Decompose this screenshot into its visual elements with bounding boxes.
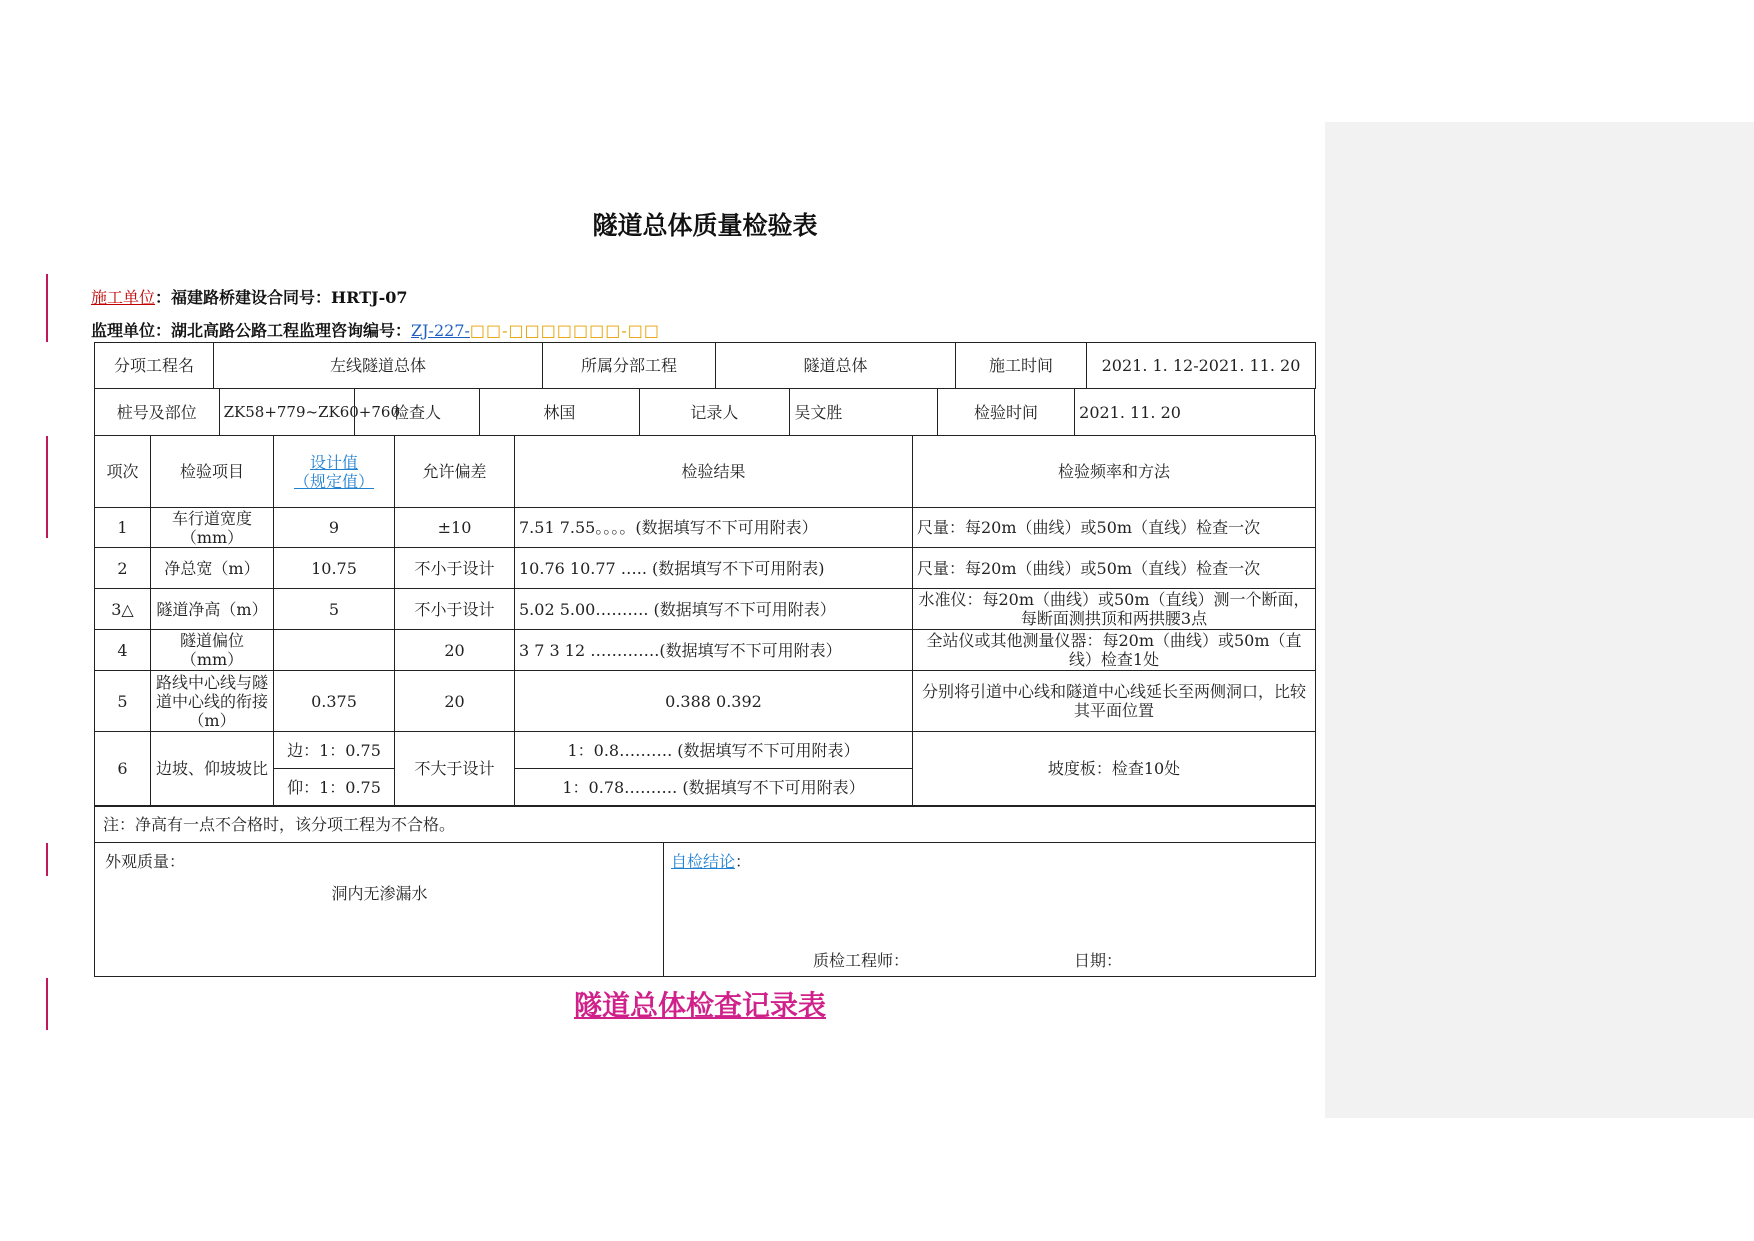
row-result: 10.76 10.77 ….. (数据填写不下可用附表) xyxy=(515,548,913,589)
row-result-side: 1：0.8………. (数据填写不下可用附表） xyxy=(515,732,913,769)
table-header-row xyxy=(95,436,1316,508)
construction-time-label: 施工时间 xyxy=(956,343,1087,389)
change-bar xyxy=(46,436,48,538)
appearance-value: 洞内无渗漏水 xyxy=(331,884,428,903)
table-row xyxy=(95,548,1316,589)
document-title: 隧道总体质量检验表 xyxy=(592,211,818,240)
supervisor-text: 监理单位：湖北高路公路工程监理咨询编号： xyxy=(91,321,412,340)
table-row xyxy=(95,630,1316,671)
comment-markup-pane xyxy=(1325,122,1754,1118)
supervisor-line xyxy=(91,318,660,341)
row-method: 尺量：每20m（曲线）或50m（直线）检查一次 xyxy=(913,548,1316,589)
inspector-label: 检查人 xyxy=(354,389,480,436)
division-value: 隧道总体 xyxy=(716,343,956,389)
row-no: 2 xyxy=(95,548,151,589)
design-value-link[interactable]: 设计值 xyxy=(309,452,358,472)
specified-value-link[interactable]: （规定值） xyxy=(293,471,374,491)
col-design xyxy=(274,436,395,508)
row-tolerance: 20 xyxy=(395,671,515,732)
row-design-side: 边：1：0.75 xyxy=(274,732,395,769)
info-table-row2 xyxy=(94,388,1315,436)
bottom-table xyxy=(94,806,1316,977)
row-design xyxy=(274,630,395,671)
sub-project-label: 分项工程名 xyxy=(95,343,214,389)
row-design: 5 xyxy=(274,589,395,630)
row-tolerance: 20 xyxy=(395,630,515,671)
row-item: 隧道净高（m） xyxy=(151,589,274,630)
row-no: 4 xyxy=(95,630,151,671)
inspection-table xyxy=(94,435,1316,806)
appearance-label: 外观质量： xyxy=(105,852,186,871)
appearance-cell xyxy=(95,843,664,977)
row-method: 全站仪或其他测量仪器：每20m（曲线）或50m（直线）检查1处 xyxy=(913,630,1316,671)
table-row xyxy=(95,589,1316,630)
info-table xyxy=(94,342,1316,389)
row-method: 尺量：每20m（曲线）或50m（直线）检查一次 xyxy=(913,508,1316,548)
row-item: 车行道宽度（mm） xyxy=(151,508,274,548)
row-no: 5 xyxy=(95,671,151,732)
col-method: 检验频率和方法 xyxy=(913,436,1316,508)
inspection-time-value: 2021. 11. 20 xyxy=(1075,389,1315,436)
row-no: 6 xyxy=(95,732,151,806)
row-method: 水准仪：每20m（曲线）或50m（直线）测一个断面，每断面测拱顶和两拱腰3点 xyxy=(913,589,1316,630)
conclusion-label-wrap xyxy=(671,852,751,871)
inspector-value: 林国 xyxy=(480,389,639,436)
col-no: 项次 xyxy=(95,436,151,508)
row-tolerance: 不小于设计 xyxy=(395,589,515,630)
conclusion-cell xyxy=(664,843,1316,977)
row-result: 0.388 0.392 xyxy=(515,671,913,732)
serial-number: ZJ-227- xyxy=(411,321,470,340)
table-row xyxy=(95,508,1316,548)
construction-time-value: 2021. 1. 12-2021. 11. 20 xyxy=(1087,343,1316,389)
date-label: 日期： xyxy=(1074,951,1123,970)
inspection-time-label: 检验时间 xyxy=(937,389,1074,436)
row-item: 路线中心线与隧道中心线的衔接（m） xyxy=(151,671,274,732)
row-result: 7.51 7.55。。。。(数据填写不下可用附表） xyxy=(515,508,913,548)
row-result: 5.02 5.00………. (数据填写不下可用附表） xyxy=(515,589,913,630)
contractor-label: 施工单位 xyxy=(91,288,156,307)
col-item: 检验项目 xyxy=(151,436,274,508)
table-row xyxy=(95,671,1316,732)
engineer-label: 质检工程师： xyxy=(813,951,910,970)
row-item: 隧道偏位（mm） xyxy=(151,630,274,671)
row-tolerance: ±10 xyxy=(395,508,515,548)
row-tolerance: 不大于设计 xyxy=(395,732,515,806)
contractor-line xyxy=(91,285,408,308)
station-label: 桩号及部位 xyxy=(95,389,220,436)
division-label: 所属分部工程 xyxy=(543,343,716,389)
row-tolerance: 不小于设计 xyxy=(395,548,515,589)
row-method: 坡度板：检查10处 xyxy=(913,732,1316,806)
contractor-value: ：福建路桥建设合同号：HRTJ-07 xyxy=(155,288,408,307)
conclusion-link[interactable]: 自检结论 xyxy=(671,852,736,871)
recorder-label: 记录人 xyxy=(639,389,790,436)
change-bar xyxy=(46,274,48,342)
row-design-face: 仰：1：0.75 xyxy=(274,769,395,806)
row-design: 9 xyxy=(274,508,395,548)
row-result-face: 1：0.78………. (数据填写不下可用附表） xyxy=(515,769,913,806)
sub-project-value: 左线隧道总体 xyxy=(214,343,543,389)
table-row xyxy=(95,732,1316,769)
row-item: 边坡、仰坡坡比 xyxy=(151,732,274,806)
col-result: 检验结果 xyxy=(515,436,913,508)
row-item: 净总宽（m） xyxy=(151,548,274,589)
row-method: 分别将引道中心线和隧道中心线延长至两侧洞口，比较其平面位置 xyxy=(913,671,1316,732)
station-value: ZK58+779~ZK60+760 xyxy=(219,389,354,436)
change-bar xyxy=(46,843,48,876)
row-no: 3△ xyxy=(95,589,151,630)
footer-title: 隧道总体检查记录表 xyxy=(573,989,826,1022)
row-design: 0.375 xyxy=(274,671,395,732)
row-no: 1 xyxy=(95,508,151,548)
row-design: 10.75 xyxy=(274,548,395,589)
note-text: 注：净高有一点不合格时，该分项工程为不合格。 xyxy=(95,807,1316,843)
recorder-value: 吴文胜 xyxy=(790,389,938,436)
conclusion-colon: ： xyxy=(735,852,752,871)
serial-placeholder: □□-□□□□□□□-□□ xyxy=(469,321,661,340)
col-tolerance: 允许偏差 xyxy=(395,436,515,508)
row-result: 3 7 3 12 ………….(数据填写不下可用附表） xyxy=(515,630,913,671)
